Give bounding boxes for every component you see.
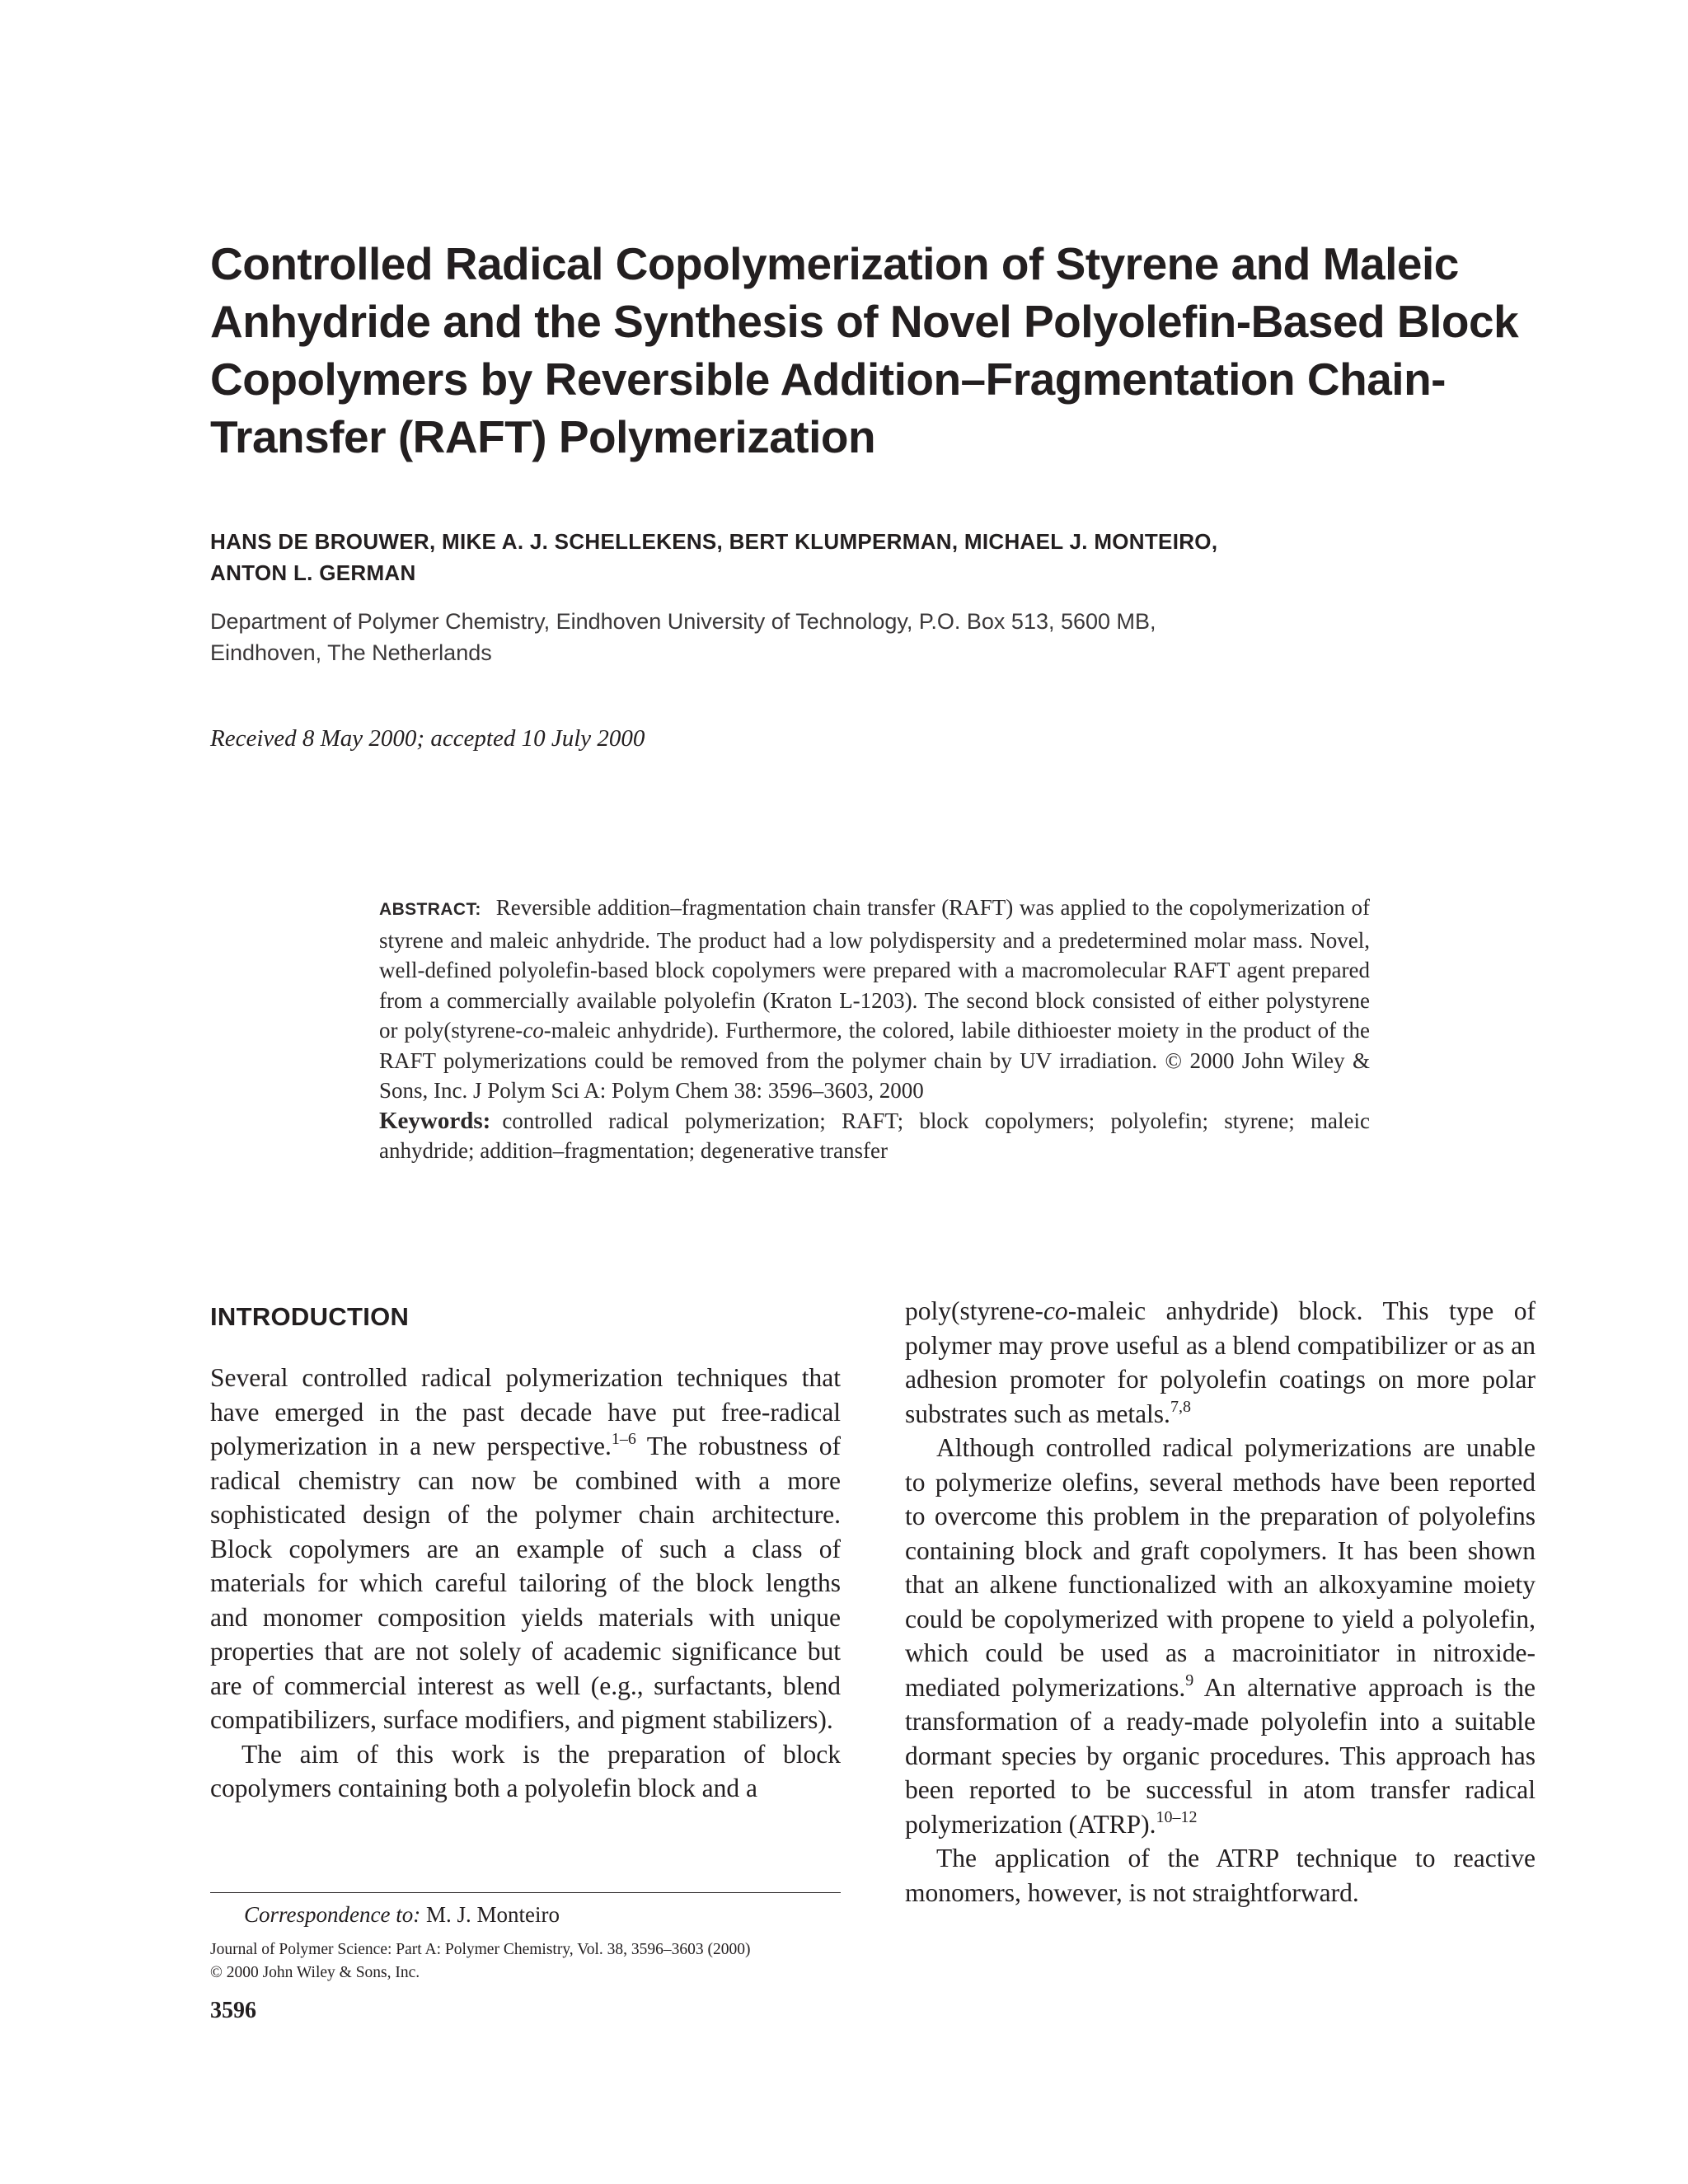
abstract <box>379 893 1370 1166</box>
abstract-text: -maleic anhydride). Furthermore, the colored, labile dithioester moiety in the product of the RAFT polymerizations could be removed from the polymer chain by UV irradiation. © 2000 John Wiley & Sons, Inc. J Polym Sci A: Polym Chem 38: 3596–3603, 2000 <box>379 1018 1370 1103</box>
affiliation-line: Department of Polymer Chemistry, Eindhoven University of Technology, P.O. Box 513, 5600 MB, <box>210 609 1156 634</box>
reference-citation[interactable]: 9 <box>1185 1671 1194 1690</box>
correspondence-note <box>244 1902 560 1928</box>
paragraph-text: Several controlled radical polymerization techniques that have emerged in the past decade have put free-radical polymerization in a new perspective. <box>210 1363 841 1460</box>
reference-citation[interactable]: 1–6 <box>611 1430 636 1448</box>
paragraph <box>905 1431 1536 1841</box>
italic-text: co <box>1043 1296 1068 1325</box>
journal-citation: Journal of Polymer Science: Part A: Polymer Chemistry, Vol. 38, 3596–3603 (2000) <box>210 1941 751 1958</box>
paragraph-text: An alternative approach is the transformation of a ready-made polyolefin into a suitable dormant species by organic procedures. This approach has been reported to be successful in atom transfer radical polymerization (ATRP). <box>905 1672 1536 1839</box>
author-line: HANS DE BROUWER, MIKE A. J. SCHELLEKENS, BERT KLUMPERMAN, MICHAEL J. MONTEIRO, <box>210 529 1218 554</box>
abstract-italic: co <box>523 1018 544 1043</box>
keywords <box>379 1106 1370 1166</box>
reference-citation[interactable]: 10–12 <box>1156 1807 1198 1826</box>
correspondence-label: Correspondence to: <box>244 1902 421 1927</box>
keywords-text: controlled radical polymerization; RAFT; block copolymers; polyolefin; styrene; maleic anhydride; addition–fragmentation; degenerative transfer <box>379 1108 1370 1163</box>
footnote-divider <box>210 1892 841 1893</box>
received-dates: Received 8 May 2000; accepted 10 July 2000 <box>210 725 645 752</box>
page-number: 3596 <box>210 1998 256 2023</box>
paragraph: The application of the ATRP technique to reactive monomers, however, is not straightforward. <box>905 1844 1536 1907</box>
section-heading: INTRODUCTION <box>210 1302 410 1331</box>
author-list <box>210 526 1414 588</box>
paragraph <box>210 1361 841 1737</box>
paragraph-text: The robustness of radical chemistry can now be combined with a more sophisticated design of the polymer chain architecture. Block copolymers are an example of such a class of materials for which careful tailoring of the block lengths and monomer composition yields materials with unique properties that are not solely of academic significance but are of commercial interest as well (e.g., surfactants, blend compatibilizers, surface modifiers, and pigment stabilizers). <box>210 1432 841 1734</box>
abstract-label: ABSTRACT: <box>379 900 481 919</box>
paper-title: Controlled Radical Copolymerization of Styrene and Maleic Anhydride and the Synthesis of Novel Polyolefin-Based Block Copolymers by Reversible Addition–Fragmentation Chain-Transfer (RAFT) Polymerization <box>210 238 1519 462</box>
paragraph-text: poly(styrene- <box>905 1296 1043 1325</box>
paragraph <box>905 1294 1536 1431</box>
paragraph: The aim of this work is the preparation of block copolymers containing both a polyolefin block and a <box>210 1739 841 1802</box>
affiliation <box>210 606 1397 668</box>
paragraph-text: Although controlled radical polymerizations are unable to polymerize olefins, several methods have been reported to overcome this problem in the preparation of polyolefins containing block and graft copolymers. It has been shown that an alkene functionalized with an alkoxyamine moiety could be copolymerized with propene to yield a polyolefin, which could be used as a macroinitiator in nitroxide-mediated polymerizations. <box>905 1433 1536 1702</box>
journal-info <box>210 1938 861 1985</box>
copyright-notice: © 2000 John Wiley & Sons, Inc. <box>210 1964 420 1981</box>
right-column <box>905 1294 1536 1910</box>
affiliation-line: Eindhoven, The Netherlands <box>210 640 492 665</box>
abstract-body <box>379 893 1370 1106</box>
correspondence-name: M. J. Monteiro <box>425 1902 560 1927</box>
author-line: ANTON L. GERMAN <box>210 560 416 585</box>
paragraph-text: -maleic anhydride) block. This type of polymer may prove useful as a blend compatibilizer or as an adhesion promoter for polyolefin coatings on more polar substrates such as metals. <box>905 1296 1536 1428</box>
left-column <box>210 1301 841 1806</box>
reference-citation[interactable]: 7,8 <box>1170 1397 1191 1416</box>
keywords-label: Keywords: <box>379 1107 491 1134</box>
abstract-text: Reversible addition–fragmentation chain transfer (RAFT) was applied to the copolymerization of styrene and maleic anhydride. The product had a low polydispersity and a predetermined molar mass. Novel, well-defined polyolefin-based block copolymers were prepared with a macromolecular RAFT agent prepared from a commercially available polyolefin (Kraton L-1203). The second block consisted of either polystyrene or poly(styrene- <box>379 895 1370 1043</box>
